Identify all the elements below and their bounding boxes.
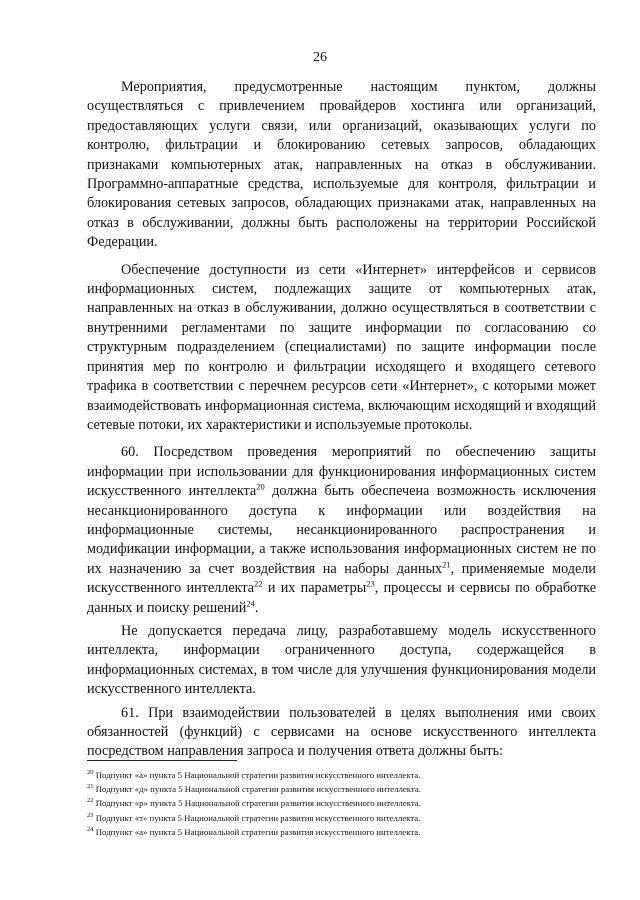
footnote-item: [87, 825, 596, 839]
paragraph-item-60: [87, 443, 596, 618]
paragraph-internet-availability: Обеспечение доступности из сети «Интернет» интерфейсов и сервисов информационных систем, подлежащих защите от компьютерных атак, направленных на отказ в обслуживании, должно осуществляться в соответствии с внутренними регламентами по защите информации по согласованию со структурным подразделением (специалистами) по защите информации после принятия мер по контролю и фильтрации исходящего и входящего сетевого трафика в соответствии с перечнем ресурсов сети «Интернет», с которыми может взаимодействовать информационная система, включающим исходящий и входящий сетевые потоки, их характеристики и используемые протоколы.: [87, 261, 596, 433]
paragraph-hosting-providers: Мероприятия, предусмотренные настоящим пунктом, должны осуществляться с привлечением провайдеров хостинга или организаций, предоставляющих услуги связи, или организаций, оказывающих услуги по контролю, фильтрации и блокированию сетевых запросов, обладающих признаками компьютерных атак, направленных на отказ в обслуживании. Программно-аппаратные средства, используемые для контроля, фильтрации и блокирования сетевых запросов, обладающих признаками атак, направленных на отказ в обслуживании, должны быть расположены на территории Российской Федерации.: [87, 79, 596, 251]
footnote-ref-21: 21: [442, 559, 451, 570]
paragraph-text: .: [254, 599, 259, 616]
footnote-separator: [87, 760, 237, 761]
footnote-ref-23: 23: [366, 578, 375, 589]
page-number: 26: [313, 50, 327, 65]
paragraph-text: должна быть обеспечена возможность исключения несанкционированного доступа к информации или воздействия на информационные системы, несанкционированного распространения и модификации информации, а также использования информационных систем не по их назначению за счет воздействия на наборы данных: [87, 483, 596, 577]
footnote-number: 20: [87, 769, 94, 777]
paragraph-item-61: 61. При взаимодействии пользователей в целях выполнения ими своих обязанностей (функций) с сервисами на основе искусственного интеллекта посредством направления запроса и получения ответа должны быть:: [87, 704, 596, 760]
footnote-number: 21: [87, 783, 94, 791]
footnote-text: Подпункт «а» пункта 5 Национальной стратегии развития искусственного интеллекта.: [95, 826, 421, 837]
paragraph-text: 60. Посредством проведения мероприятий по обеспечению защиты информации при использовании для функционирования информационных систем искусственного интеллекта: [87, 444, 596, 500]
footnote-text: Подпункт «а» пункта 5 Национальной стратегии развития искусственного интеллекта.: [95, 770, 421, 780]
footnote-item: [87, 811, 596, 825]
footnote-ref-22: 22: [254, 578, 263, 589]
footnote-ref-20: 20: [256, 481, 265, 492]
footnote-text: Подпункт «д» пункта 5 Национальной стратегии развития искусственного интеллекта.: [95, 784, 421, 795]
footnote-item: [87, 782, 596, 796]
footnote-text: Подпункт «р» пункта 5 Национальной стратегии развития искусственного интеллекта.: [95, 798, 421, 809]
paragraph-text: , процессы и сервисы по обработке данных и поиску решений: [87, 580, 596, 616]
footnote-item: [87, 768, 596, 782]
footnote-number: 23: [87, 811, 94, 819]
paragraph-text: , применяемые модели искусственного интеллекта: [87, 560, 596, 597]
paragraph-text: и их параметры: [262, 580, 367, 597]
document-body: [87, 78, 596, 770]
footnote-ref-24: 24: [246, 597, 255, 608]
footnotes: [87, 768, 596, 839]
footnote-number: 24: [87, 825, 94, 833]
footnote-number: 22: [87, 797, 94, 805]
paragraph-transfer-prohibition: Не допускается передача лицу, разработавшему модель искусственного интеллекта, информации ограниченного доступа, содержащейся в информационных системах, в том числе для улучшения функционирования модели искусственного интеллекта.: [87, 622, 596, 698]
footnote-item: [87, 796, 596, 810]
footnote-text: Подпункт «т» пункта 5 Национальной стратегии развития искусственного интеллекта.: [95, 812, 421, 823]
